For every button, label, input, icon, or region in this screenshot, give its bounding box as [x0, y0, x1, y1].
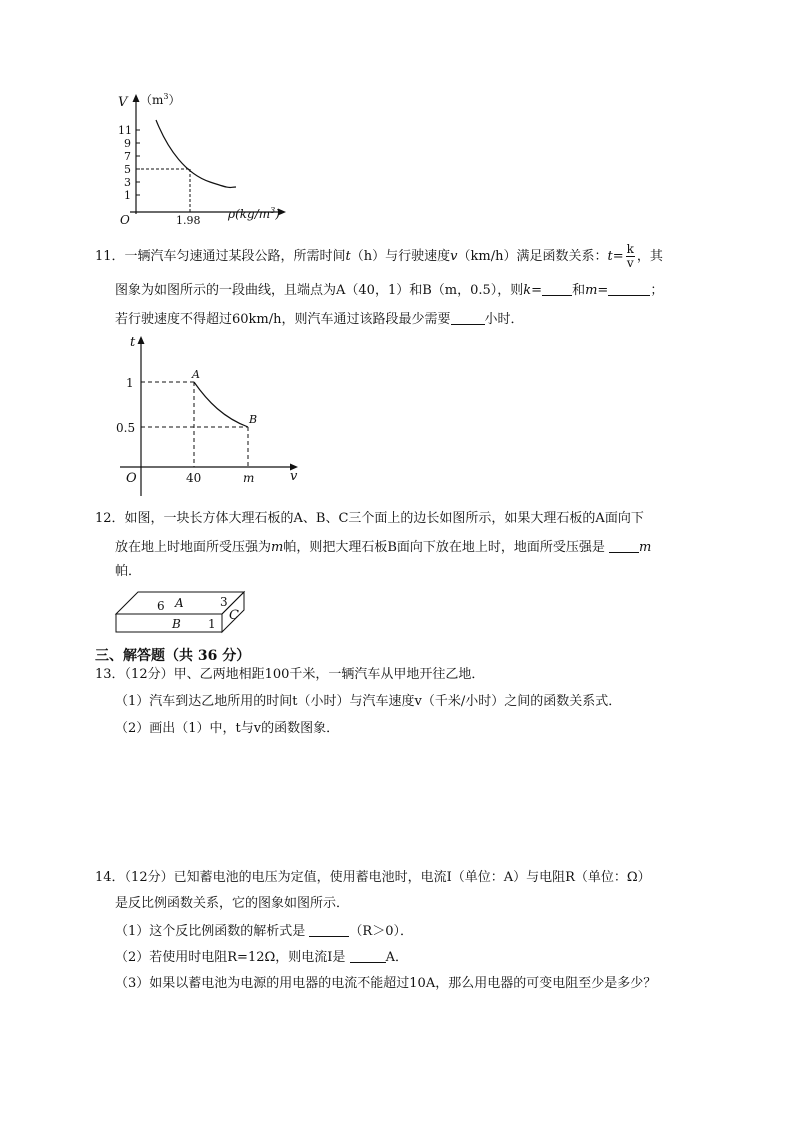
- point-b-text: B（m，0.5），则: [422, 283, 524, 298]
- q11-tail: ，其: [636, 249, 663, 264]
- q12-line2: [115, 538, 651, 557]
- var-m: m: [271, 540, 284, 555]
- q11-eq: t=: [607, 249, 624, 264]
- q14-part2-text: （2）若使用时电阻R=12Ω，则电流I是: [115, 950, 346, 965]
- y-axis-unit: $(m^3)$: [140, 92, 181, 107]
- q12-line2-pre: 放在地上时地面所受压强为: [115, 540, 272, 555]
- answer-blank-current[interactable]: [350, 948, 386, 963]
- x-axis-label: v: [290, 469, 298, 484]
- y-tick-11: 11: [118, 124, 132, 137]
- q13-part1: （1）汽车到达乙地所用的时间t（小时）与汽车速度v（千米/小时）之间的函数关系式．: [115, 694, 622, 709]
- answer-blank-formula[interactable]: [309, 922, 349, 937]
- q14-part2-tail: A．: [385, 950, 408, 965]
- answer-blank-m[interactable]: [608, 281, 650, 296]
- label-a: A: [175, 596, 184, 610]
- point-a-text: A（40，1）和: [336, 283, 423, 298]
- q11-line1: [95, 243, 663, 270]
- q11-rel: 满足函数关系：: [516, 249, 608, 264]
- x-tick-40: 40: [186, 471, 202, 485]
- q11-line3: [115, 310, 524, 329]
- x-axis-label: $\rho(kg/m^3)$: [228, 206, 280, 221]
- y-tick-7: 7: [124, 150, 131, 163]
- q14-part1-tail: （R＞0）．: [349, 924, 413, 939]
- q11-line3-mid: ，则汽车通过该路段最少需要: [281, 312, 451, 327]
- inverse-curve-ab: [194, 382, 248, 427]
- y-axis-arrow: [138, 336, 145, 344]
- origin-label: O: [126, 471, 137, 486]
- x-tick-m: m: [243, 471, 255, 485]
- q12-line3: 帕．: [115, 564, 142, 579]
- section-title: 三、解答题（共 36 分）: [95, 648, 251, 664]
- q11-mid: 与行驶速度: [385, 249, 451, 264]
- m-equals: m=: [585, 283, 609, 298]
- y-axis-arrow: [133, 94, 140, 102]
- label-6: 6: [157, 599, 165, 613]
- y-tick-9: 9: [124, 137, 131, 150]
- q14-part3: （3）如果以蓄电池为电源的用电器的电流不能超过10A，那么用电器的可变电阻至少是多少？: [115, 976, 657, 991]
- q11-intro: 11．一辆汽车匀速通过某段公路，所需时间: [95, 249, 346, 264]
- x-tick-1-98: 1.98: [176, 214, 201, 227]
- q14-line1: 14．（12分）已知蓄电池的电压为定值，使用蓄电池时，电流I（单位：A）与电阻R（单位：Ω）: [95, 870, 651, 885]
- q14-part1-text: （1）这个反比例函数的解析式是: [115, 924, 306, 939]
- y-tick-0-5: 0.5: [116, 421, 136, 435]
- inverse-curve: [156, 120, 236, 188]
- volume-density-graph: [110, 90, 300, 230]
- var-v: v: [450, 249, 458, 264]
- semicolon: ；: [650, 283, 664, 298]
- fraction-k-over-v: $\frac{k}{v}$: [626, 242, 634, 270]
- y-axis-label: t: [130, 335, 136, 350]
- y-axis-label: V: [118, 95, 128, 110]
- q12-line2-mid: 帕，则把大理石板B面向下放在地上时，地面所受压强是: [283, 540, 605, 555]
- and-text: 和: [572, 283, 586, 298]
- answer-blank-time[interactable]: [451, 310, 485, 325]
- time-speed-graph: [110, 330, 310, 500]
- unit-h: （h）: [350, 249, 386, 264]
- q11-line3-pre: 若行驶速度不得超过: [115, 312, 233, 327]
- y-tick-1: 1: [126, 376, 134, 390]
- q11-line2: [115, 281, 663, 300]
- label-c: C: [229, 608, 239, 623]
- y-tick-1: 1: [124, 189, 131, 202]
- q14-part1: [115, 922, 413, 941]
- y-tick-5: 5: [124, 163, 131, 176]
- q13-part2: （2）画出（1）中，t与v的函数图象．: [115, 721, 340, 736]
- label-b: B: [172, 617, 181, 631]
- label-3: 3: [220, 595, 228, 609]
- label-1: 1: [208, 617, 216, 631]
- var-m-unit: m: [639, 540, 652, 555]
- speed-limit: 60km/h: [232, 312, 282, 327]
- q14-part2: [115, 948, 408, 967]
- slab-front-face: [116, 614, 222, 632]
- q13-line1: 13．（12分）甲、乙两地相距100千米，一辆汽车从甲地开往乙地．: [95, 667, 485, 682]
- q14-line2: 是反比例函数关系，它的图象如图所示．: [115, 896, 350, 911]
- origin-label: O: [120, 213, 130, 227]
- unit-kmh: （km/h）: [457, 249, 517, 264]
- q12-line1: 12．如图，一块长方体大理石板的A、B、C三个面上的边长如图所示，如果大理石板的A面向下: [95, 511, 644, 526]
- answer-blank-k[interactable]: [542, 281, 572, 296]
- point-a-label: A: [192, 368, 200, 381]
- var-t: t: [345, 249, 351, 264]
- point-b-label: B: [249, 413, 258, 426]
- q11-line3-tail: 小时．: [484, 312, 524, 327]
- y-tick-3: 3: [124, 176, 131, 189]
- answer-blank-pressure[interactable]: [609, 538, 639, 553]
- q11-line2-text: 图象为如图所示的一段曲线，且端点为: [115, 283, 337, 298]
- marble-slab-figure: [112, 588, 272, 638]
- k-equals: k=: [523, 283, 543, 298]
